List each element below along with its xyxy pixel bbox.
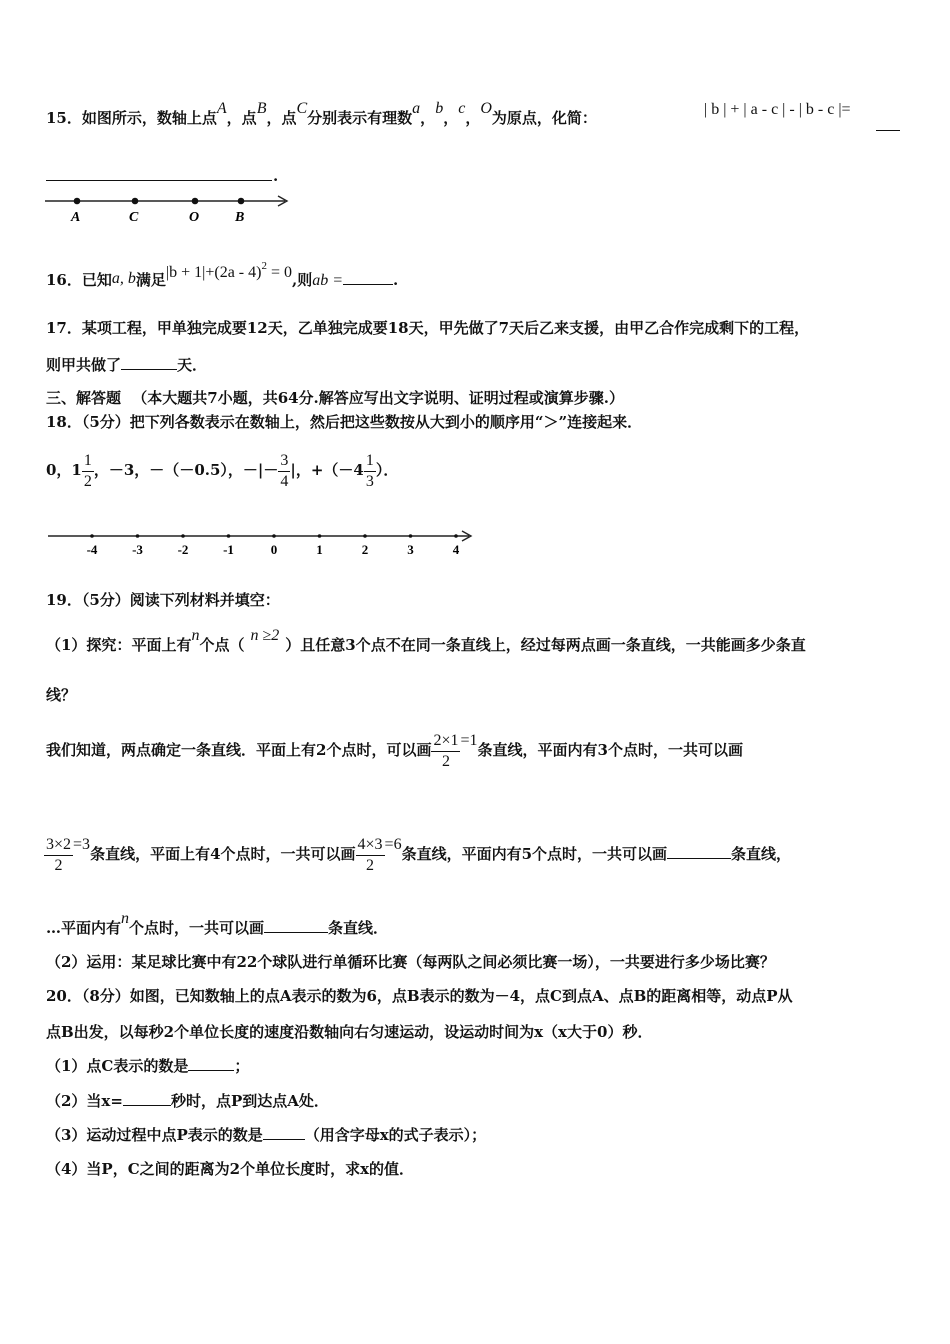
q19-frac-a-num: 2×1	[431, 731, 460, 752]
q19-n-1: n	[191, 627, 200, 644]
q16-mid: 满足	[135, 271, 166, 289]
q19-n-2: n	[121, 910, 130, 927]
q20-s3-a: （3）运动过程中点P表示的数是	[46, 1126, 263, 1144]
q20-answer-blank-2	[123, 1091, 171, 1106]
q16-vars: a, b	[111, 270, 136, 287]
q19-p4	[46, 910, 389, 939]
q19-p3-c: 条直线，	[731, 845, 792, 863]
q16-ab: ab =	[312, 272, 344, 289]
q19-p1	[46, 627, 806, 656]
q17-line-2	[46, 355, 207, 375]
q15-var-c: c	[458, 100, 466, 117]
q16-then: ,则	[291, 271, 313, 289]
q19-p5: （2）运用：某足球比赛中有22个球队进行单循环比赛（每两队之间必须比赛一场），一共要进行多少场比赛？	[46, 953, 775, 971]
q18-n2: ，－3，－（－0.5），－|－	[93, 461, 279, 479]
q18-tick-mark	[272, 534, 276, 538]
q19-answer-blank-2	[264, 918, 328, 933]
q18-frac-1-num: 1	[82, 451, 94, 472]
q18-tick-mark	[318, 534, 322, 538]
q20-answer-blank-3	[263, 1125, 305, 1140]
q16-end: .	[393, 271, 399, 289]
q16-exponent: 2	[261, 260, 267, 272]
q19-p1-b: 个点（	[199, 636, 245, 654]
q15-answer-blank-2	[46, 166, 272, 181]
q15-sep1: ，点	[226, 109, 257, 127]
q19-frac-b-den: 2	[54, 856, 63, 874]
q16-plus: +	[205, 264, 215, 281]
q16-eq: = 0	[266, 264, 292, 281]
q18-frac-1	[82, 451, 94, 492]
q18-numbers	[46, 449, 398, 492]
q19-p1-a: （1）探究：平面上有	[46, 636, 192, 654]
q19-p4-b: 个点时，一共可以画	[129, 919, 265, 937]
q15-point-a	[74, 198, 81, 205]
q15-point-o	[192, 198, 199, 205]
q15-mid: 分别表示有理数	[307, 109, 413, 127]
q18-tick-mark	[136, 534, 140, 538]
q19-frac-b-num: 3×2	[44, 835, 73, 856]
q19-p4-c: 条直线．	[328, 919, 389, 937]
q18-ticks	[87, 534, 460, 557]
q19-p3-a: 条直线，平面上有4个点时，一共可以画	[90, 845, 356, 863]
q17-answer-blank	[121, 355, 177, 370]
q18-tick-mark	[181, 534, 185, 538]
q19-frac-c	[356, 835, 385, 876]
q18-tick-label: 3	[407, 542, 414, 557]
q15-sep2: ，点	[266, 109, 297, 127]
q19-frac-b	[44, 835, 73, 876]
q18-frac-3-num: 1	[364, 451, 376, 472]
q15-label-c: C	[296, 100, 308, 117]
q16-answer-blank	[343, 270, 393, 285]
q18-stem: 18．（5分）把下列各数表示在数轴上，然后把这些数按从大到小的顺序用“＞”连接起来．	[46, 413, 643, 431]
q15-comma3: ，	[465, 109, 481, 127]
q19-frac-a	[431, 731, 460, 772]
q15-label-a: A	[216, 100, 227, 117]
q17-line-1: 17．某项工程，甲单独完成要12天，乙单独完成要18天，甲先做了7天后乙来支援，由甲乙合作完成剩下的工程，	[46, 319, 810, 337]
q19-p3	[46, 832, 791, 877]
q20-s2-a: （2）当x=	[46, 1092, 123, 1110]
q15-axis-label-o: O	[189, 210, 200, 225]
q20-s3-b: （用含字母x的式子表示）；	[304, 1126, 487, 1144]
q16-abs: |b + 1|	[165, 264, 206, 281]
q15-comma2: ，	[443, 109, 459, 127]
q19-frac-a-den: 2	[441, 752, 450, 770]
q15-var-b: b	[435, 100, 444, 117]
q18-tick-label: -4	[86, 542, 98, 557]
q15-point-b	[238, 198, 245, 205]
q20-s1-a: （1）点C表示的数是	[46, 1057, 189, 1075]
q18-tick-label: 2	[361, 542, 369, 557]
q18-n3: |，+（－4	[290, 461, 364, 479]
q19-p2	[46, 728, 743, 773]
q18-tick-label: 0	[270, 542, 278, 557]
q18-frac-3-den: 3	[365, 472, 374, 490]
q19-p1-c: ）且任意3个点不在同一条直线上，经过每两点画一条直线，一共能画多少条直	[285, 636, 806, 654]
q15-axis-label-b: B	[235, 210, 245, 225]
q18-tick-mark	[409, 534, 413, 538]
q18-frac-2-den: 4	[280, 472, 289, 490]
q19-condition: n ≥2	[250, 627, 280, 644]
q18-tick-label: -3	[132, 542, 143, 557]
q19-frac-a-res: =1	[460, 732, 478, 749]
q18-frac-2	[278, 451, 290, 492]
q20-sub-2	[46, 1091, 329, 1111]
q19-frac-c-den: 2	[366, 856, 375, 874]
section3-title: 三、解答题	[46, 389, 122, 407]
q18-n4: ）．	[375, 461, 399, 479]
q19-frac-c-res: =6	[384, 836, 402, 853]
q18-tick-mark	[227, 534, 231, 538]
q20-line-2: 点B出发，以每秒2个单位长度的速度沿数轴向右匀速运动，设运动时间为x（x大于0）秒．	[46, 1023, 653, 1041]
q18-tick-label: 1	[316, 542, 323, 557]
q18-frac-3	[364, 451, 376, 492]
q18-tick-label: 4	[452, 542, 460, 557]
q18-number-line	[44, 524, 484, 560]
section3-note: （本大题共7小题，共64分.解答应写出文字说明、证明过程或演算步骤.）	[132, 389, 625, 407]
q18-frac-1-den: 2	[83, 472, 92, 490]
q19-p2-b: 条直线，平面内有3个点时，一共可以画	[477, 741, 743, 759]
q15-answer-blank-1	[876, 116, 900, 131]
section3-heading	[46, 388, 624, 408]
q20-sub-1	[46, 1056, 249, 1076]
q18-tick-label: -1	[223, 542, 234, 557]
q18-tick-mark	[454, 534, 458, 538]
q19-p3-b: 条直线，平面内有5个点时，一共可以画	[401, 845, 668, 863]
q17-line2-prefix: 则甲共做了	[46, 356, 122, 374]
q20-s1-b: ；	[234, 1057, 250, 1075]
q18-n1: 0，1	[46, 461, 82, 479]
q20-sub-4: （4）当P，C之间的距离为2个单位长度时，求x的值．	[46, 1160, 415, 1178]
q20-answer-blank-1	[188, 1056, 234, 1071]
q17-line2-suffix: 天．	[177, 356, 208, 374]
q20-sub-3	[46, 1125, 486, 1145]
q15-number-line	[40, 188, 300, 228]
q18-frac-2-num: 3	[278, 451, 290, 472]
q20-line-1: 20．（8分）如图，已知数轴上的点A表示的数为6，点B表示的数为－4，点C到点A、点B的距离相等，动点P从	[46, 987, 793, 1005]
q15-end-period: .	[273, 167, 279, 185]
q15-var-a: a	[412, 100, 421, 117]
q15-axis-label-a: A	[71, 210, 81, 225]
q16-prefix: 16．已知	[46, 271, 112, 289]
q15-expression: | b | + | a - c | - | b - c |=	[704, 101, 851, 118]
q19-answer-blank-1	[667, 844, 731, 859]
q19-stem: 19．（5分）阅读下列材料并填空：	[46, 591, 280, 609]
q15-prefix: 15．如图所示，数轴上点	[46, 109, 217, 127]
q18-tick-mark	[90, 534, 94, 538]
q19-p1-d: 线？	[46, 686, 77, 704]
q19-frac-b-res: =3	[73, 836, 91, 853]
q15-point-c	[132, 198, 139, 205]
q15-label-b: B	[256, 100, 267, 117]
q19-p2-a: 我们知道，两点确定一条直线．平面上有2个点时，可以画	[46, 741, 432, 759]
q15-var-o: O	[480, 100, 492, 117]
q16-paren: (2a - 4)	[214, 264, 262, 281]
q18-tick-mark	[363, 534, 367, 538]
q15-comma1: ，	[420, 109, 436, 127]
q15-axis-label-c: C	[129, 210, 139, 225]
q15-suffix: 为原点，化简：	[491, 109, 597, 127]
q16-line	[46, 260, 399, 292]
q19-frac-c-num: 4×3	[356, 835, 385, 856]
q15-line	[46, 100, 597, 129]
q20-s2-b: 秒时，点P到达点A处．	[170, 1092, 329, 1110]
q18-tick-label: -2	[177, 542, 189, 557]
q19-p4-a: …平面内有	[46, 919, 122, 937]
